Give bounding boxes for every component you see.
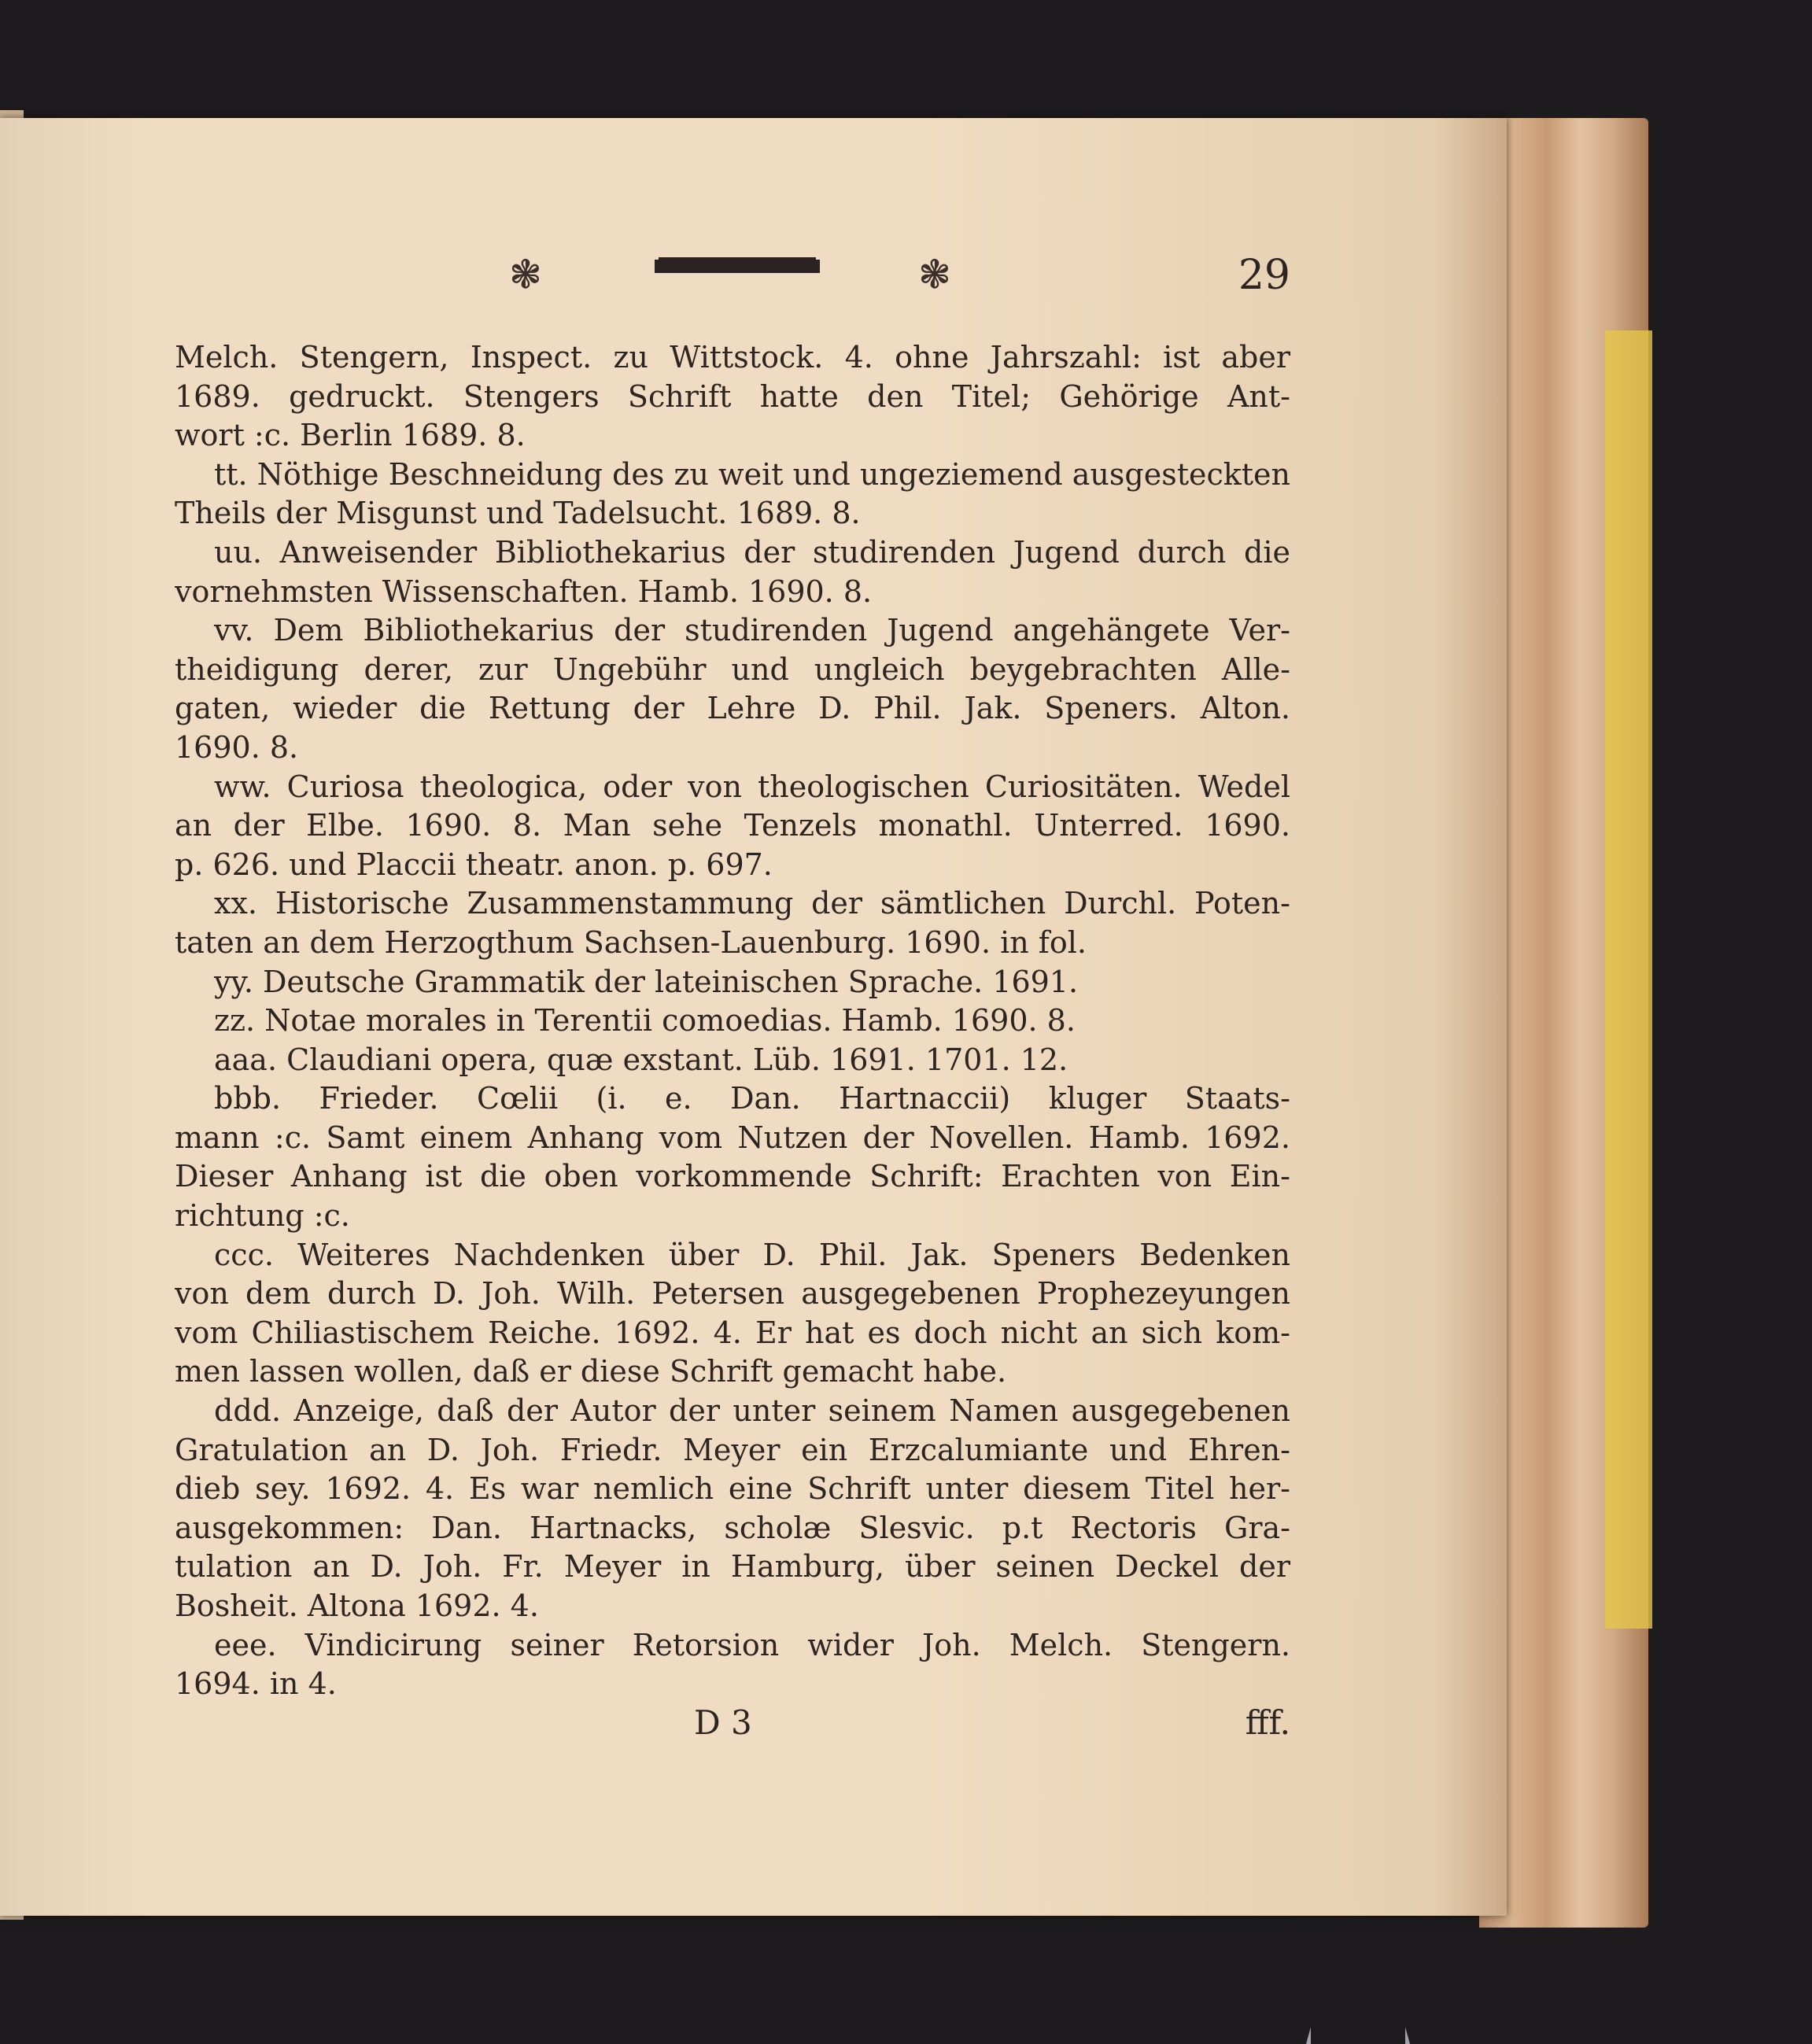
text-line: gaten, wieder die Rettung der Lehre D. Phil. Jak. Speners. Alton. [175, 691, 1290, 726]
text-line: Melch. Stengern, Inspect. zu Wittstock. 4. ohne Jahrszahl: ist aber [175, 340, 1290, 374]
text-line: von dem durch D. Joh. Wilh. Petersen ausgegebenen Prophezeyungen [175, 1276, 1290, 1312]
text-line: 1694. in 4. [175, 1666, 337, 1702]
catchword: fff. [1245, 1703, 1290, 1742]
text-line: ccc. Weiteres Nachdenken über D. Phil. Jak. Speners Bedenken [214, 1237, 1290, 1272]
text-line: theidigung derer, zur Ungebühr und ungleich beygebrachten Alle- [175, 651, 1290, 687]
bibliography-entry [175, 1079, 1290, 1235]
bibliography-entry [175, 456, 1290, 533]
text-line: ausgekommen: Dan. Hartnacks, scholæ Slesvic. p.t Rectoris Gra- [175, 1510, 1290, 1545]
text-line: Gratulation an D. Joh. Friedr. Meyer ein Erzcalumiante und Ehren- [175, 1432, 1290, 1467]
body-text [175, 338, 1290, 1704]
bibliography-entry [175, 884, 1290, 962]
text-line: uu. Anweisender Bibliothekarius der studirenden Jugend durch die [214, 534, 1290, 570]
text-line: dieb sey. 1692. 4. Es war nemlich eine Schrift unter diesem Titel her- [175, 1471, 1290, 1507]
text-line: tt. Nöthige Beschneidung des zu weit und ungeziemend ausgesteckten [214, 456, 1290, 492]
text-line: richtung :c. [175, 1198, 350, 1234]
text-line: p. 626. und Placcii theatr. anon. p. 697. [175, 847, 773, 882]
text-line: vornehmsten Wissenschaften. Hamb. 1690. 8. [175, 574, 873, 609]
header-rule [655, 260, 820, 273]
text-line: zz. Notae morales in Terentii comoedias. Hamb. 1690. 8. [214, 1003, 1076, 1039]
bookmark-ribbon [1605, 330, 1652, 1629]
text-line: vom Chiliastischem Reiche. 1692. 4. Er hat es doch nicht an sich kom- [175, 1315, 1290, 1350]
running-header [175, 252, 1290, 307]
text-line: eee. Vindicirung seiner Retorsion wider Joh. Melch. Stengern. [214, 1627, 1290, 1662]
text-line: mann :c. Samt einem Anhang vom Nutzen der Novellen. Hamb. 1692. [175, 1120, 1290, 1155]
text-line: Theils der Misgunst und Tadelsucht. 1689. 8. [175, 496, 861, 531]
text-line: taten an dem Herzogthum Sachsen-Lauenburg. 1690. in fol. [175, 924, 1087, 960]
text-line: aaa. Claudiani opera, quæ exstant. Lüb. 1691. 1701. 12. [214, 1042, 1068, 1077]
bibliography-entry [175, 963, 1290, 1002]
ornament-right-icon: ❃ [918, 252, 951, 297]
bibliography-entry [175, 611, 1290, 767]
bibliography-entry [175, 338, 1290, 456]
ornament-left-icon: ❃ [509, 252, 542, 297]
text-line: yy. Deutsche Grammatik der lateinischen Sprache. 1691. [214, 964, 1079, 999]
bibliography-entry [175, 1041, 1290, 1080]
bibliography-entry [175, 768, 1290, 885]
text-line: men lassen wollen, daß er diese Schrift gemacht habe. [175, 1354, 1007, 1389]
page-number: 29 [1238, 252, 1290, 299]
text-line: tulation an D. Joh. Fr. Meyer in Hamburg, über seinen Deckel der [175, 1549, 1290, 1585]
text-line: vv. Dem Bibliothekarius der studirenden Jugend angehängete Ver- [214, 613, 1290, 648]
text-line: 1689. gedruckt. Stengers Schrift hatte den Titel; Gehörige Ant- [175, 378, 1290, 414]
bibliography-entry [175, 533, 1290, 611]
text-line: ddd. Anzeige, daß der Autor der unter seinem Namen ausgegebenen [214, 1393, 1290, 1429]
text-line: an der Elbe. 1690. 8. Man sehe Tenzels monathl. Unterred. 1690. [175, 808, 1290, 843]
bibliography-entry [175, 1626, 1290, 1704]
signature-mark: D 3 [694, 1703, 752, 1742]
text-line: Bosheit. Altona 1692. 4. [175, 1588, 539, 1623]
text-line: xx. Historische Zusammenstammung der sämtlichen Durchl. Poten- [214, 886, 1290, 921]
text-line: 1690. 8. [175, 729, 299, 765]
bibliography-entry [175, 1392, 1290, 1626]
text-line: Dieser Anhang ist die oben vorkommende Schrift: Erachten von Ein- [175, 1159, 1290, 1194]
text-line: wort :c. Berlin 1689. 8. [175, 418, 526, 453]
text-line: bbb. Frieder. Cœlii (i. e. Dan. Hartnaccii) kluger Staats- [214, 1081, 1290, 1116]
text-line: ww. Curiosa theologica, oder von theologischen Curiositäten. Wedel [214, 769, 1290, 804]
bibliography-entry [175, 1002, 1290, 1041]
bibliography-entry [175, 1236, 1290, 1392]
